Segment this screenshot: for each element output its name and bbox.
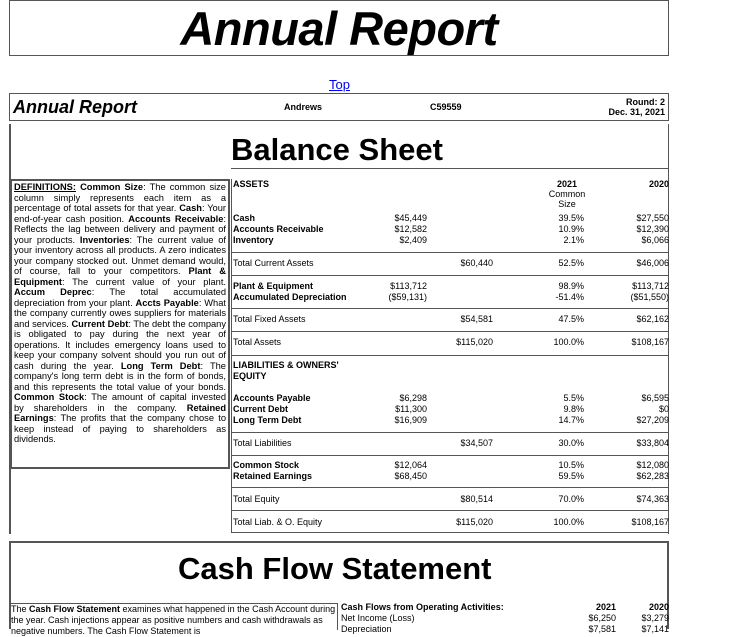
definition-term: Plant & Equipment	[14, 266, 226, 287]
cf-depreciation-2021: $7,581	[588, 624, 616, 634]
definition-text: : The debt the company is obligated to pay during the next year of operations. It includes emergency loans used to keep your company solvent should you run out of cash during the year.	[14, 318, 226, 371]
col-common-size: Common	[548, 189, 586, 199]
row-tca-total: $60,440	[460, 258, 493, 268]
definition-text: : The company's long term debt is in the form of bonds, and this represents the total value of your bonds.	[14, 360, 226, 392]
report-title: Annual Report	[180, 2, 498, 55]
row-inventory-label: Inventory	[233, 235, 274, 245]
row-ap-prev: $6,595	[641, 393, 669, 403]
cash-flow-intro	[11, 603, 338, 636]
row-tle-label: Total Liab. & O. Equity	[233, 517, 323, 527]
row-tle-prev: $108,167	[631, 517, 669, 527]
row-tfa-pct: 47.5%	[558, 314, 584, 324]
row-ar-prev: $12,390	[636, 224, 669, 234]
row-inventory-prev: $6,066	[641, 235, 669, 245]
row-cd-prev: $0	[658, 404, 669, 414]
liabilities-header: LIABILITIES & OWNERS'	[233, 360, 339, 370]
definition-text: : The current value of your plant.	[62, 276, 226, 287]
row-ta-total: $115,020	[456, 337, 493, 347]
definition-term: DEFINITIONS:	[14, 182, 76, 192]
definition-text: : The common size column simply represents each item as a percentage of total assets for that year.	[14, 182, 226, 213]
definition-text: : The current value of your inventory across all products. A zero indicates your company stocked out. Unmet demand would, of course, fall to your competitors.	[14, 234, 226, 276]
company-name: Andrews	[284, 102, 323, 112]
intro-bold: Cash Flow Statement	[29, 604, 121, 614]
definition-text: : Your end-of-year cash position.	[14, 203, 226, 224]
row-tle-pct: 100.0%	[553, 517, 584, 527]
row-ar-pct: 10.9%	[558, 224, 584, 234]
row-cd-label: Current Debt	[233, 404, 289, 414]
row-ltd-label: Long Term Debt	[233, 415, 302, 425]
row-tca-prev: $46,006	[636, 258, 669, 268]
row-cash-pct: 39.5%	[558, 213, 584, 223]
report-header	[9, 93, 669, 121]
col-2020: 2020	[648, 179, 669, 189]
row-ad-prev: ($51,550)	[630, 292, 669, 302]
row-ltd-pct: 14.7%	[558, 415, 584, 425]
definition-term: Accts Payable	[135, 297, 199, 308]
round-label: Round: 2	[626, 97, 665, 107]
cf-col-2020: 2020	[648, 602, 669, 612]
definition-term: Cash	[179, 203, 202, 213]
row-tca-pct: 52.5%	[558, 258, 584, 268]
row-cd-value: $11,300	[395, 404, 427, 414]
divider	[231, 308, 669, 309]
row-ltd-prev: $27,209	[636, 415, 669, 425]
divider	[231, 355, 669, 356]
row-inventory-pct: 2.1%	[563, 235, 584, 245]
col-common-size-2: Size	[558, 199, 576, 209]
definition-term: Accum Deprec	[14, 287, 92, 297]
row-ad-value: ($59,131)	[388, 292, 427, 302]
row-te-prev: $74,363	[636, 494, 669, 504]
row-re-prev: $62,283	[636, 471, 669, 481]
report-title-box	[9, 0, 669, 56]
row-re-pct: 59.5%	[558, 471, 584, 481]
assets-header: ASSETS	[233, 179, 270, 189]
definition-text: : The profits that the company chose to keep instead of paying to shareholders as dividends.	[14, 413, 226, 444]
row-pe-value: $113,712	[390, 281, 427, 291]
divider	[231, 510, 669, 511]
cf-depreciation-label: Depreciation	[341, 624, 392, 634]
row-pe-label: Plant & Equipment	[233, 281, 314, 291]
definition-term: Inventories	[79, 234, 130, 245]
row-tfa-total: $54,581	[460, 314, 493, 324]
definition-term: Long Term Debt	[120, 360, 201, 371]
row-ar-value: $12,582	[394, 224, 427, 234]
divider	[231, 532, 669, 533]
row-ar-label: Accounts Receivable	[233, 224, 324, 234]
divider	[231, 487, 669, 488]
definition-term: Accounts Receivable	[128, 213, 224, 224]
row-tfa-prev: $62,162	[636, 314, 669, 324]
row-tfa-label: Total Fixed Assets	[233, 314, 306, 324]
divider	[231, 275, 669, 276]
row-pe-pct: 98.9%	[558, 281, 584, 291]
row-ta-prev: $108,167	[631, 337, 669, 347]
definitions-box	[10, 179, 230, 469]
row-cs-label: Common Stock	[233, 460, 300, 470]
cf-ops-label: Cash Flows from Operating Activities:	[341, 602, 504, 612]
row-tl-total: $34,507	[460, 438, 493, 448]
row-ad-pct: -51.4%	[555, 292, 584, 302]
row-te-label: Total Equity	[233, 494, 280, 504]
cf-net-income-2021: $6,250	[588, 613, 616, 623]
row-cs-pct: 10.5%	[558, 460, 584, 470]
cf-net-income-label: Net Income (Loss)	[341, 613, 415, 623]
row-inventory-value: $2,409	[399, 235, 427, 245]
cash-flow-title: Cash Flow Statement	[178, 551, 492, 586]
divider	[231, 331, 669, 332]
definition-term: Common Size	[80, 182, 144, 192]
row-ltd-value: $16,909	[394, 415, 427, 425]
row-ta-pct: 100.0%	[553, 337, 584, 347]
row-re-label: Retained Earnings	[233, 471, 313, 481]
definition-term: Common Stock	[14, 392, 85, 402]
row-cd-pct: 9.8%	[563, 404, 584, 414]
row-tle-total: $115,020	[456, 517, 493, 527]
row-re-value: $68,450	[394, 471, 427, 481]
balance-sheet-table	[231, 179, 669, 533]
cf-net-income-2020: $3,279	[641, 613, 669, 623]
row-tl-label: Total Liabilities	[233, 438, 292, 448]
divider	[231, 252, 669, 253]
row-tl-prev: $33,804	[636, 438, 669, 448]
cf-depreciation-2020: $7,141	[641, 624, 669, 634]
definition-text: : Reflects the lag between delivery and payment of your products.	[14, 213, 226, 245]
definition-text: : What the company currently owes suppliers for materials and services.	[14, 297, 226, 329]
definition-text: : The amount of capital invested by shareholders in the company.	[14, 392, 226, 413]
row-cs-prev: $12,080	[636, 460, 669, 470]
cf-col-2021: 2021	[595, 602, 616, 612]
company-id: C59559	[430, 102, 462, 112]
round-date: Dec. 31, 2021	[608, 107, 665, 117]
table-left-border	[231, 179, 232, 533]
row-cash-label: Cash	[233, 213, 256, 223]
intro-pre: The	[11, 604, 30, 614]
definition-term: Retained Earnings	[14, 402, 226, 423]
row-cash-value: $45,449	[394, 213, 427, 223]
balance-sheet-title: Balance Sheet	[231, 132, 443, 167]
row-ad-label: Accumulated Depreciation	[233, 292, 347, 302]
row-cs-value: $12,064	[394, 460, 427, 470]
row-ta-label: Total Assets	[233, 337, 282, 347]
row-te-pct: 70.0%	[558, 494, 584, 504]
title-divider	[231, 168, 669, 169]
row-tl-pct: 30.0%	[558, 438, 584, 448]
row-cash-prev: $27,550	[636, 213, 669, 223]
top-link[interactable]: Top	[329, 77, 350, 92]
definition-term: Current Debt	[71, 318, 129, 329]
row-ap-pct: 5.5%	[563, 393, 584, 403]
liabilities-header-2: EQUITY	[233, 371, 267, 381]
row-pe-prev: $113,712	[632, 281, 669, 291]
intro-post: examines what happened in the Cash Account during the year. Cash injections appear as positive numbers and	[11, 604, 336, 625]
row-tca-label: Total Current Assets	[233, 258, 314, 268]
divider	[231, 432, 669, 433]
row-ap-label: Accounts Payable	[233, 393, 311, 403]
definition-text: : The total accumulated depreciation from your plant.	[14, 287, 226, 308]
row-te-total: $80,514	[460, 494, 493, 504]
header-title: Annual Report	[13, 97, 137, 117]
row-ap-value: $6,298	[399, 393, 427, 403]
col-2021: 2021	[556, 179, 578, 189]
round-info	[608, 97, 665, 117]
intro-cut: cash withdrawals as negative numbers. The Cash Flow Statement is	[11, 615, 323, 636]
divider	[231, 455, 669, 456]
